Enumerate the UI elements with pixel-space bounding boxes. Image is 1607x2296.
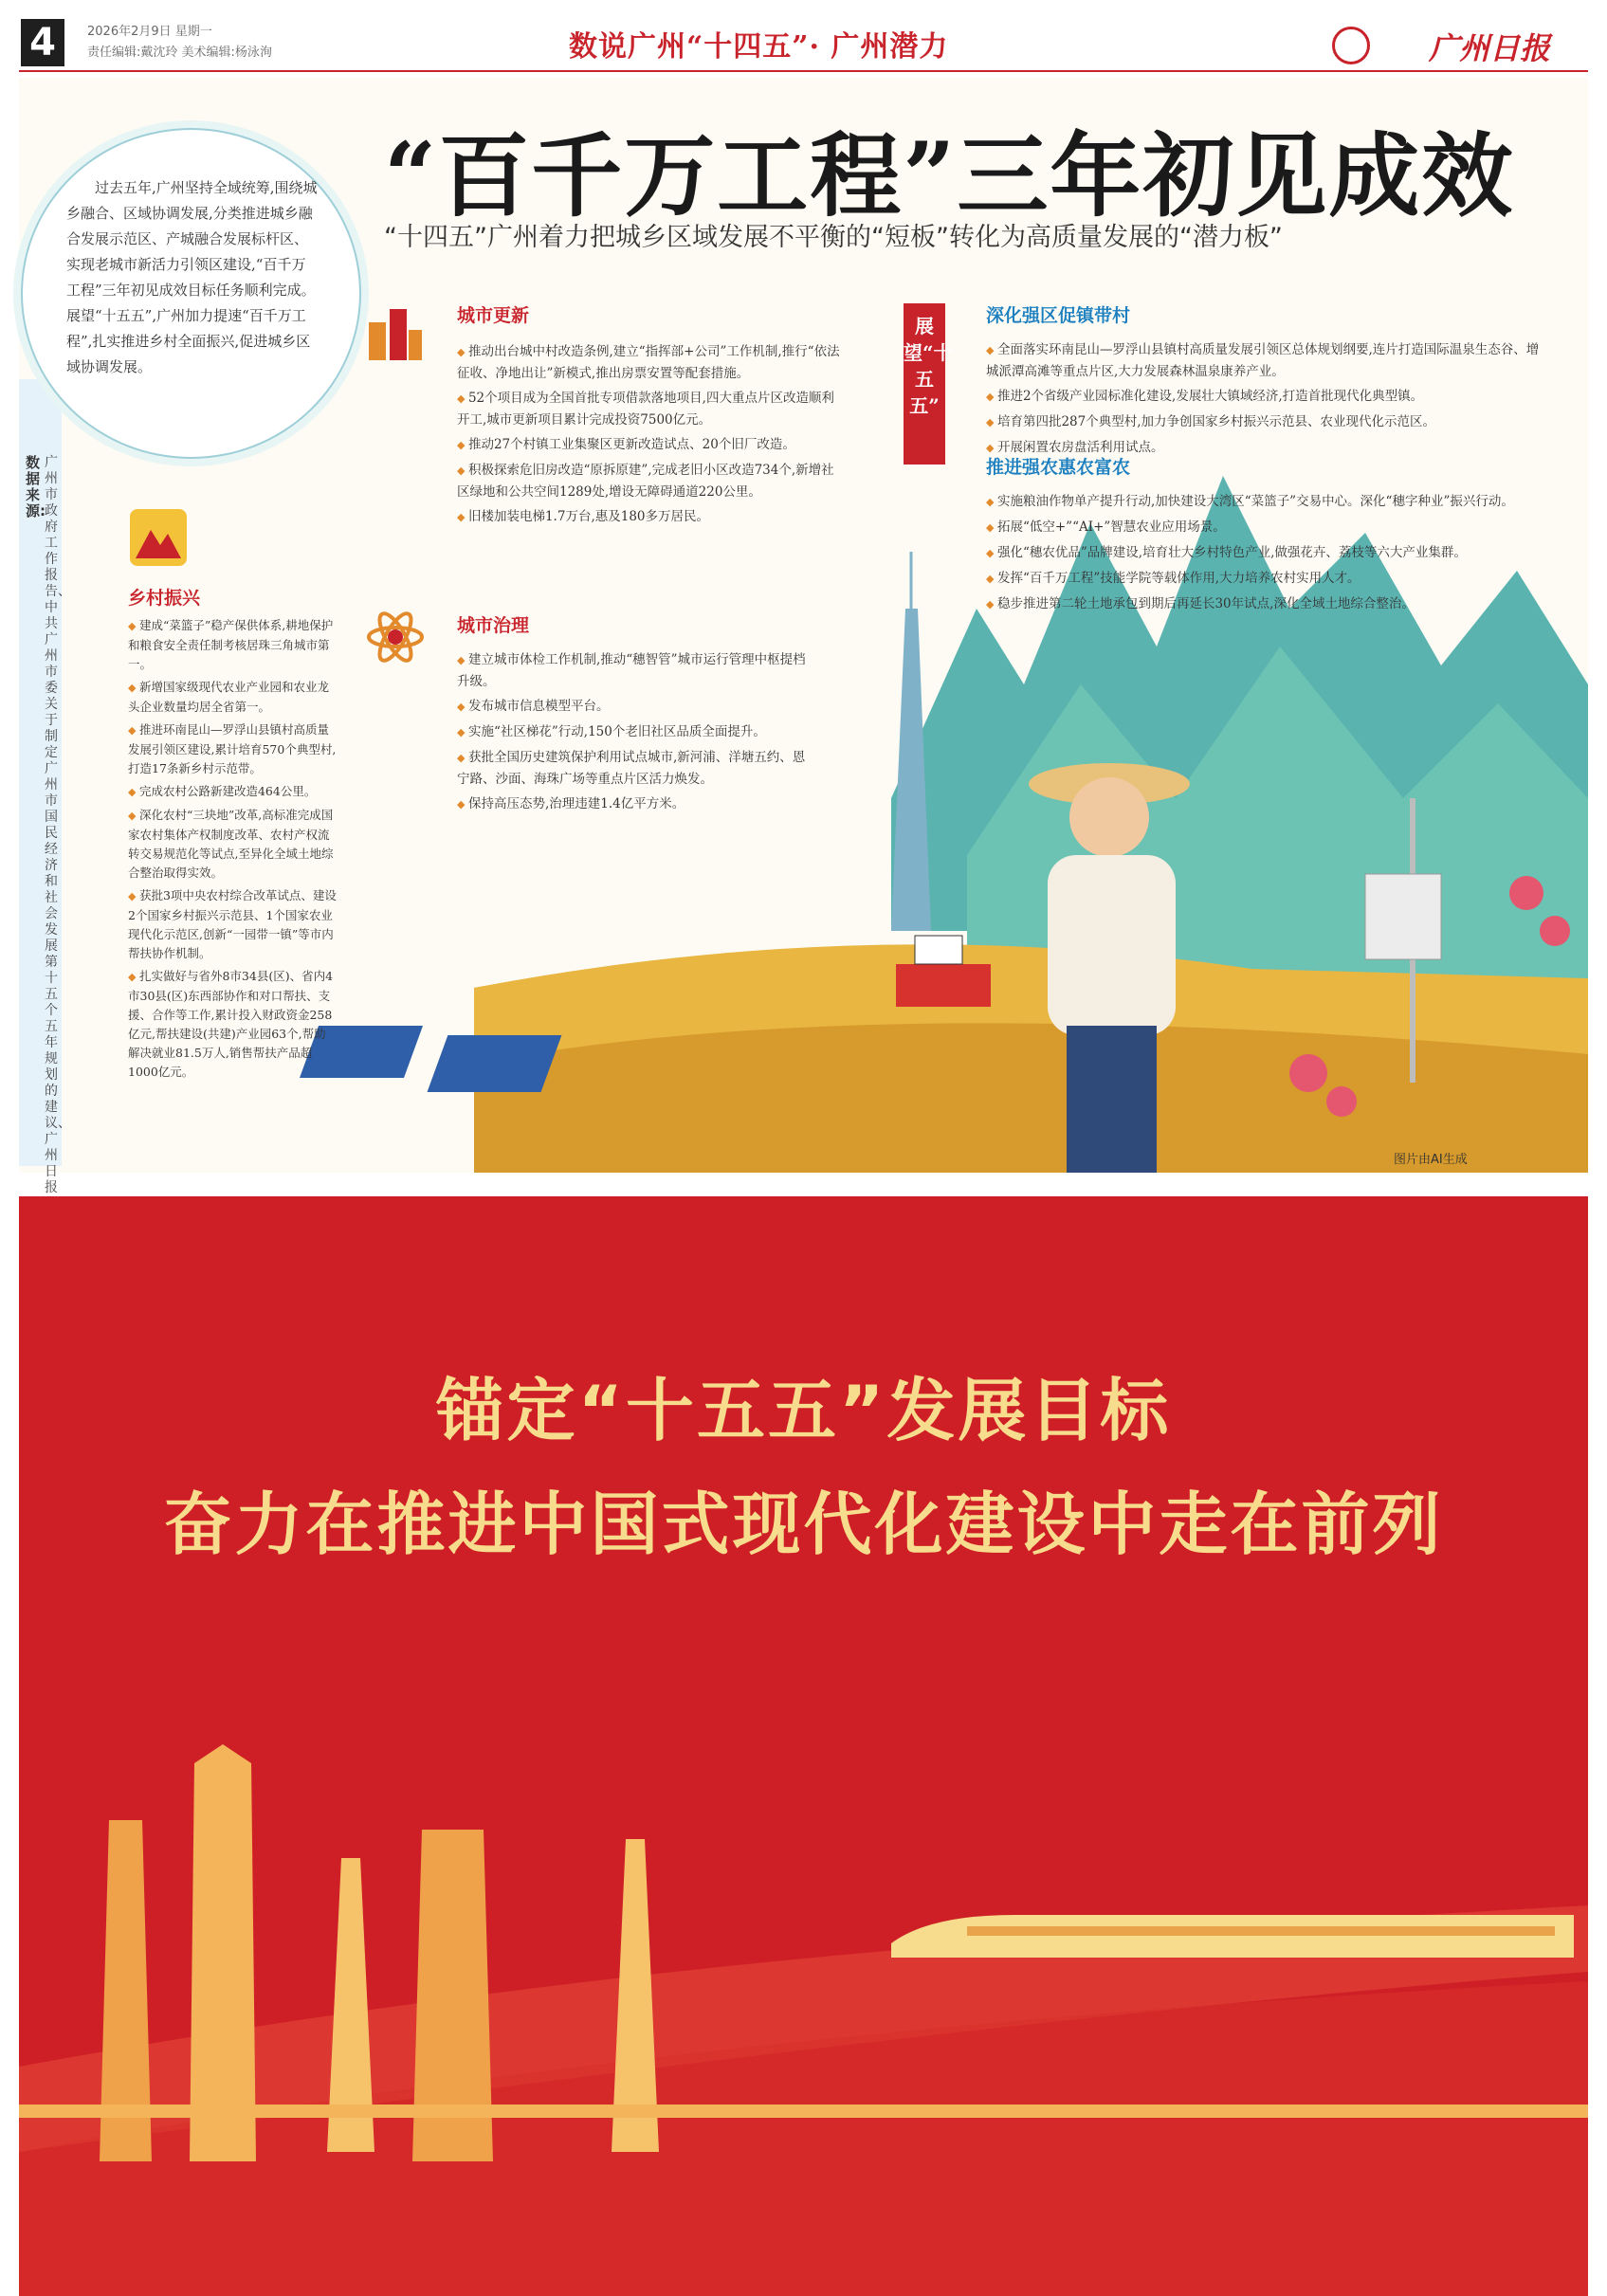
atom-icon — [365, 607, 426, 667]
list-item: ◆ 新增国家级现代农业产业园和农业龙头企业数量均居全省第一。 — [128, 678, 337, 717]
page-number: 4 — [21, 19, 64, 66]
list-item: ◆ 推动27个村镇工业集聚区更新改造试点、20个旧厂改造。 — [457, 434, 846, 456]
list-item: ◆ 实施粮油作物单产提升行动,加快建设大湾区“菜篮子”交易中心。深化“穗字种业”振兴行动。 — [986, 491, 1536, 513]
outlook-tag: 展望“十五五” — [904, 303, 945, 465]
skyline-illustration — [19, 1706, 1588, 2296]
data-source-text: 广州市政府工作报告、中共广州市委关于制定广州市国民经济和社会发展第十五个五年规划的建议、广州日报 — [45, 455, 71, 1195]
list-item: ◆ 旧楼加装电梯1.7万台,惠及180多万居民。 — [457, 506, 846, 528]
urban-renewal-list — [457, 341, 846, 532]
list-item: ◆ 52个项目成为全国首批专项借款落地项目,四大重点片区改造顺利开工,城市更新项目累计完成投资7500亿元。 — [457, 388, 846, 430]
headline: “百千万工程”三年初见成效 — [384, 122, 1515, 229]
list-item: ◆ 获批全国历史建筑保护利用试点城市,新河浦、洋塘五约、恩宁路、沙面、海珠广场等重点片区活力焕发。 — [457, 747, 817, 790]
list-item: ◆ 实施“社区梯花”行动,150个老旧社区品质全面提升。 — [457, 721, 817, 743]
list-item: ◆ 发布城市信息模型平台。 — [457, 696, 817, 718]
deepen-towns-list — [986, 339, 1545, 463]
list-item: ◆ 培育第四批287个典型村,加力争创国家乡村振兴示范县、农业现代化示范区。 — [986, 411, 1545, 433]
list-item: ◆ 深化农村“三块地”改革,高标准完成国家农村集体产权制度改革、农村产权流转交易规范化等试点,至异化全域土地综合整治取得实效。 — [128, 806, 337, 883]
banner-slogan-line-1: 锚定“十五五”发展目标 — [435, 1371, 1172, 1450]
newspaper-logo: 广州日报 — [1428, 30, 1550, 66]
list-item: ◆ 稳步推进第二轮土地承包到期后再延长30年试点,深化全域土地综合整治。 — [986, 593, 1536, 615]
section-title-urban-governance: 城市治理 — [457, 615, 530, 636]
list-item: ◆ 拓展“低空+”“AI+”智慧农业应用场景。 — [986, 517, 1536, 538]
image-credit: 图片由AI生成 — [1394, 1153, 1468, 1167]
list-item: ◆ 推进环南昆山—罗浮山县镇村高质量发展引领区建设,累计培育570个典型村,打造17条新乡村示范带。 — [128, 720, 337, 778]
list-item: ◆ 建成“菜篮子”稳产保供体系,耕地保护和粮食安全责任制考核居珠三角城市第一。 — [128, 616, 337, 674]
section-title-rural-revitalization: 乡村振兴 — [128, 588, 201, 609]
data-source-label: 数据来源: — [26, 454, 46, 519]
list-item: ◆ 保持高压态势,治理违建1.4亿平方米。 — [457, 793, 817, 815]
list-item: ◆ 推动出台城中村改造条例,建立“指挥部+公司”工作机制,推行“依法征收、净地出让”新模式,推出房票安置等配套措施。 — [457, 341, 846, 384]
building-icon — [365, 303, 426, 364]
editor-credits: 责任编辑:戴沈玲 美术编辑:杨泳洵 — [87, 46, 272, 60]
issue-date: 2026年2月9日 星期一 — [87, 25, 212, 39]
section-title-urban-renewal: 城市更新 — [457, 305, 530, 326]
newspaper-logo-icon — [1332, 27, 1370, 64]
section-title-enrich-farmers: 推进强农惠农富农 — [986, 457, 1131, 478]
header-rule — [19, 70, 1588, 72]
rural-revitalization-list — [128, 616, 337, 1085]
list-item: ◆ 开展闲置农房盘活利用试点。 — [986, 437, 1545, 459]
list-item: ◆ 推进2个省级产业园标准化建设,发展壮大镇域经济,打造首批现代化典型镇。 — [986, 386, 1545, 408]
urban-governance-list — [457, 649, 817, 819]
mountain-icon — [128, 507, 189, 568]
subheadline: “十四五”广州着力把城乡区域发展不平衡的“短板”转化为高质量发展的“潜力板” — [384, 223, 1283, 252]
list-item: ◆ 获批3项中央农村综合改革试点、建设2个国家乡村振兴示范县、1个国家农业现代化示范区,创新“一园带一镇”等市内帮扶协作机制。 — [128, 886, 337, 963]
section-title: 数说广州“十四五”· 广州潜力 — [569, 30, 949, 64]
list-item: ◆ 发挥“百千万工程”技能学院等载体作用,大力培养农村实用人才。 — [986, 568, 1536, 590]
list-item: ◆ 扎实做好与省外8市34县(区)、省内4市30县(区)东西部协作和对口帮扶、支援、合作等工作,累计投入财政资金258亿元,帮扶建设(共建)产业园63个,帮助解决就业81.5万人,销售帮扶产品超1000亿元。 — [128, 967, 337, 1082]
list-item: ◆ 建立城市体检工作机制,推动“穗智管”城市运行管理中枢提档升级。 — [457, 649, 817, 692]
list-item: ◆ 全面落实环南昆山—罗浮山县镇村高质量发展引领区总体规划纲要,连片打造国际温泉生态谷、增城派潭高滩等重点片区,大力发展森林温泉康养产业。 — [986, 339, 1545, 382]
enrich-farmers-list — [986, 491, 1536, 619]
intro-text: 过去五年,广州坚持全域统筹,围绕城乡融合、区域协调发展,分类推进城乡融合发展示范区、产城融合发展标杆区、实现老城市新活力引领区建设,“百千万工程”三年初见成效目标任务顺利完成。展望“十五五”,广州加力提速“百千万工程”,扎实推进乡村全面振兴,促进城乡区域协调发展。 — [66, 179, 318, 375]
banner-slogan-line-2: 奋力在推进中国式现代化建设中走在前列 — [163, 1485, 1444, 1564]
list-item: ◆ 强化“穗农优品”品牌建设,培育壮大乡村特色产业,做强花卉、荔枝等六大产业集群。 — [986, 542, 1536, 564]
list-item: ◆ 积极探索危旧房改造“原拆原建”,完成老旧小区改造734个,新增社区绿地和公共空间1289处,增设无障碍通道220公里。 — [457, 460, 846, 502]
section-title-deepen-towns: 深化强区促镇带村 — [986, 305, 1131, 326]
list-item: ◆ 完成农村公路新建改造464公里。 — [128, 782, 337, 802]
